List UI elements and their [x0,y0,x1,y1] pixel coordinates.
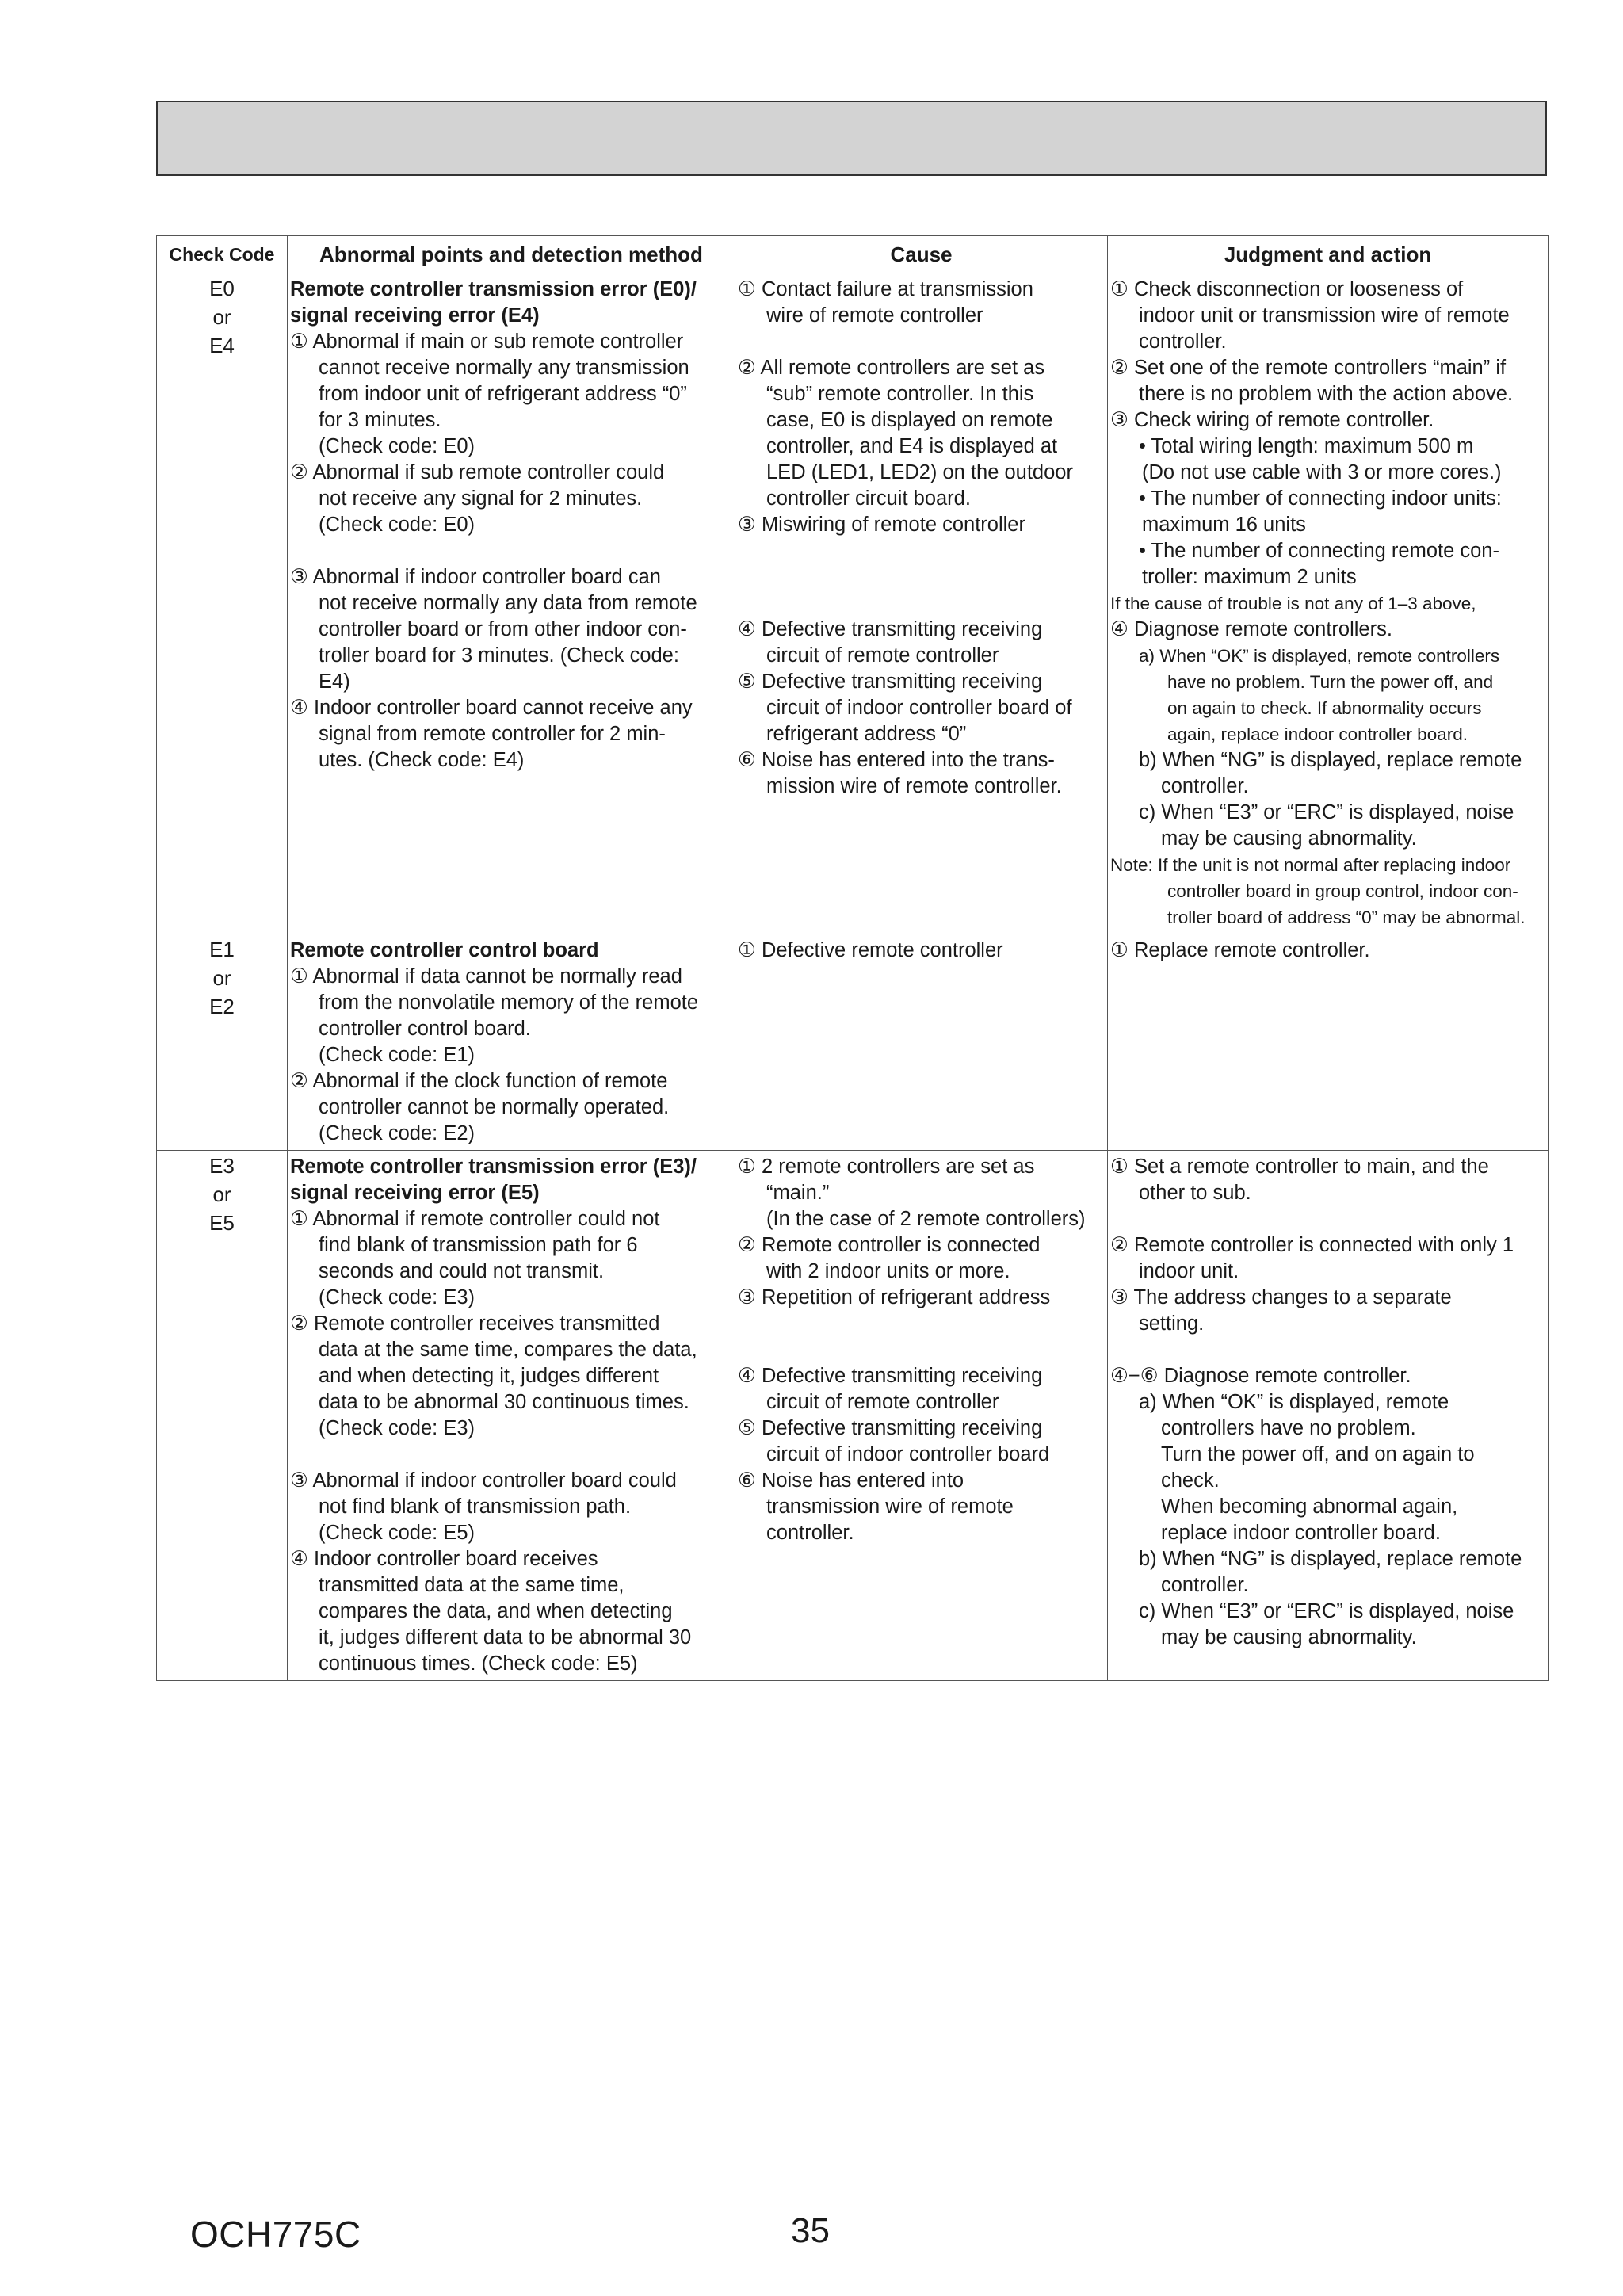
text-line: ③ Miswiring of remote controller [738,514,1025,536]
text-line: controller. [1161,775,1249,797]
text-line: cannot receive normally any transmission [319,357,689,379]
line-spacer [290,1442,732,1468]
text-line: ① Set a remote controller to main, and the [1110,1156,1489,1178]
text-line: mission wire of remote controller. [766,775,1062,797]
text-line: replace indoor controller board. [1161,1522,1441,1544]
line-spacer [738,329,1105,355]
text-line: troller: maximum 2 units [1142,566,1357,588]
check-code-or: or [212,1182,231,1206]
text-line: ⑥ Noise has entered into the trans- [738,749,1055,771]
text-line: ③ Abnormal if indoor controller board could [290,1469,677,1492]
text-line: not receive normally any data from remote [319,592,697,614]
table-row-e1-e2 [157,934,1549,1151]
text-line: ⑤ Defective transmitting receiving [738,670,1043,693]
text-line: circuit of remote controller [766,644,999,667]
line-spacer [738,590,1105,617]
text-line: ① Replace remote controller. [1110,939,1370,961]
text-line: controller cannot be normally operated. [319,1096,670,1118]
text-line: ④ Defective transmitting receiving [738,1365,1043,1387]
model-number: OCH775C [190,2214,361,2255]
text-line: maximum 16 units [1142,514,1306,536]
line-spacer [738,564,1105,590]
text-line: ① Abnormal if remote controller could not [290,1208,660,1230]
text-line: circuit of indoor controller board [766,1443,1050,1465]
text-line: ① Check disconnection or looseness of [1110,278,1464,300]
text-line: ⑥ Noise has entered into [738,1469,964,1492]
text-line: utes. (Check code: E4) [319,749,525,771]
text-line: find blank of transmission path for 6 [319,1234,638,1256]
text-line: it, judges different data to be abnormal 30 [319,1626,692,1648]
text-line: When becoming abnormal again, [1161,1496,1458,1518]
cause-cell [735,273,1108,934]
text-line: ② Remote controller receives transmitted [290,1312,660,1335]
text-line: (Do not use cable with 3 or more cores.) [1142,461,1502,483]
text-line: ② Set one of the remote controllers “main” if [1110,357,1507,379]
text-line: ② Remote controller is connected with only 1 [1110,1234,1514,1256]
text-line: check. [1161,1469,1220,1492]
text-line: there is no problem with the action above. [1139,383,1514,405]
text-line: ④−⑥ Diagnose remote controller. [1110,1365,1411,1387]
text-line: compares the data, and when detecting [319,1600,673,1622]
text-line: transmission wire of remote [766,1496,1014,1518]
text-line: • The number of connecting indoor units: [1139,487,1502,510]
check-code-or: or [212,966,231,990]
text-line: ① Abnormal if main or sub remote controller [290,330,684,353]
text-line: controller board in group control, indoor con- [1167,881,1518,901]
text-line: data to be abnormal 30 continuous times. [319,1391,689,1413]
text-line: for 3 minutes. [319,409,441,431]
text-line: ② Abnormal if sub remote controller could [290,461,665,483]
text-line: • Total wiring length: maximum 500 m [1139,435,1474,457]
section-header-band [156,101,1547,176]
check-code: E2 [209,995,235,1018]
line-spacer [290,538,732,564]
text-line: (In the case of 2 remote controllers) [766,1208,1086,1230]
text-line: ① 2 remote controllers are set as [738,1156,1035,1178]
judgment-cell [1108,934,1549,1151]
check-code: E3 [209,1154,235,1178]
check-code: E1 [209,938,235,961]
text-line: signal receiving error (E4) [290,304,540,327]
check-code: E4 [209,334,235,357]
table-row-e3-e5 [157,1151,1549,1681]
text-line: ③ The address changes to a separate [1110,1286,1452,1308]
text-line: controller, and E4 is displayed at [766,435,1058,457]
check-code: E0 [209,277,235,300]
text-line: setting. [1139,1312,1205,1335]
text-line: (Check code: E0) [319,514,475,536]
text-line: ④ Diagnose remote controllers. [1110,618,1392,640]
check-code-cell [157,934,288,1151]
text-line: E4) [319,670,350,693]
text-line: If the cause of trouble is not any of 1–3 above, [1110,594,1476,613]
cause-cell [735,1151,1108,1681]
text-line: ⑤ Defective transmitting receiving [738,1417,1043,1439]
text-line: seconds and could not transmit. [319,1260,605,1282]
text-line: circuit of remote controller [766,1391,999,1413]
text-line: troller board of address “0” may be abnormal. [1167,907,1526,927]
table-header-row [157,236,1549,273]
text-line: (Check code: E2) [319,1122,475,1144]
text-line: ② Remote controller is connected [738,1234,1041,1256]
abnormal-points-cell [288,934,735,1151]
text-line: ② All remote controllers are set as [738,357,1045,379]
text-line: from the nonvolatile memory of the remote [319,991,699,1014]
text-line: Remote controller transmission error (E0)/ [290,278,697,300]
text-line: ④ Defective transmitting receiving [738,618,1043,640]
text-line: transmitted data at the same time, [319,1574,624,1596]
text-line: on again to check. If abnormality occurs [1167,698,1482,718]
text-line: ④ Indoor controller board receives [290,1548,598,1570]
text-line: ③ Check wiring of remote controller. [1110,409,1434,431]
header-check-code: Check Code [157,236,288,273]
text-line: troller board for 3 minutes. (Check code: [319,644,679,667]
text-line: and when detecting it, judges different [319,1365,659,1387]
text-line: data at the same time, compares the data, [319,1339,697,1361]
text-line: case, E0 is displayed on remote [766,409,1053,431]
text-line: controller control board. [319,1018,531,1040]
text-line: (Check code: E3) [319,1417,475,1439]
text-line: c) When “E3” or “ERC” is displayed, noise [1139,1600,1514,1622]
text-line: • The number of connecting remote con- [1139,540,1499,562]
table-row-e0-e4 [157,273,1549,934]
text-line: with 2 indoor units or more. [766,1260,1010,1282]
text-line: LED (LED1, LED2) on the outdoor [766,461,1073,483]
check-code-cell [157,1151,288,1681]
text-line: ① Abnormal if data cannot be normally read [290,965,682,988]
text-line: indoor unit or transmission wire of remote [1139,304,1510,327]
cause-cell [735,934,1108,1151]
text-line: ① Defective remote controller [738,939,1003,961]
text-line: (Check code: E0) [319,435,475,457]
text-line: ④ Indoor controller board cannot receive any [290,697,693,719]
text-line: ② Abnormal if the clock function of remote [290,1070,668,1092]
text-line: (Check code: E1) [319,1044,475,1066]
text-line: controller. [766,1522,854,1544]
check-code-table [156,235,1549,1681]
text-line: (Check code: E5) [319,1522,475,1544]
text-line: ① Contact failure at transmission [738,278,1033,300]
text-line: controllers have no problem. [1161,1417,1416,1439]
text-line: controller. [1139,330,1227,353]
text-line: not receive any signal for 2 minutes. [319,487,643,510]
text-line: b) When “NG” is displayed, replace remote [1139,1548,1522,1570]
text-line: other to sub. [1139,1182,1251,1204]
line-spacer [1110,1337,1545,1363]
judgment-cell [1108,1151,1549,1681]
text-line: controller circuit board. [766,487,971,510]
line-spacer [738,538,1105,564]
text-line: b) When “NG” is displayed, replace remote [1139,749,1522,771]
line-spacer [738,1337,1105,1363]
text-line: “sub” remote controller. In this [766,383,1034,405]
text-line: may be causing abnormality. [1161,1626,1417,1648]
text-line: not find blank of transmission path. [319,1496,632,1518]
text-line: a) When “OK” is displayed, remote [1139,1391,1449,1413]
line-spacer [1110,1206,1545,1232]
text-line: c) When “E3” or “ERC” is displayed, noise [1139,801,1514,823]
text-line: continuous times. (Check code: E5) [319,1652,638,1675]
abnormal-points-cell [288,273,735,934]
text-line: a) When “OK” is displayed, remote controllers [1139,646,1500,666]
page-number: 35 [791,2211,830,2250]
text-line: indoor unit. [1139,1260,1239,1282]
text-line: have no problem. Turn the power off, and [1167,672,1494,692]
check-code: E5 [209,1211,235,1235]
text-line: Note: If the unit is not normal after replacing indoor [1110,855,1511,875]
header-abnormal-points: Abnormal points and detection method [288,236,735,273]
check-code-cell [157,273,288,934]
header-cause: Cause [735,236,1108,273]
text-line: signal receiving error (E5) [290,1182,540,1204]
text-line: Turn the power off, and on again to [1161,1443,1475,1465]
text-line: signal from remote controller for 2 min- [319,723,666,745]
line-spacer [738,1311,1105,1337]
text-line: wire of remote controller [766,304,983,327]
judgment-cell [1108,273,1549,934]
text-line: refrigerant address “0” [766,723,967,745]
text-line: ③ Repetition of refrigerant address [738,1286,1051,1308]
text-line: Remote controller transmission error (E3)/ [290,1156,697,1178]
text-line: from indoor unit of refrigerant address “0” [319,383,687,405]
text-line: controller. [1161,1574,1249,1596]
abnormal-points-cell [288,1151,735,1681]
text-line: Remote controller control board [290,939,599,961]
text-line: ③ Abnormal if indoor controller board can [290,566,661,588]
text-line: may be causing abnormality. [1161,827,1417,850]
text-line: circuit of indoor controller board of [766,697,1072,719]
header-judgment-action: Judgment and action [1108,236,1549,273]
text-line: (Check code: E3) [319,1286,475,1308]
check-code-or: or [212,305,231,329]
text-line: “main.” [766,1182,830,1204]
text-line: again, replace indoor controller board. [1167,724,1468,744]
text-line: controller board or from other indoor con- [319,618,687,640]
